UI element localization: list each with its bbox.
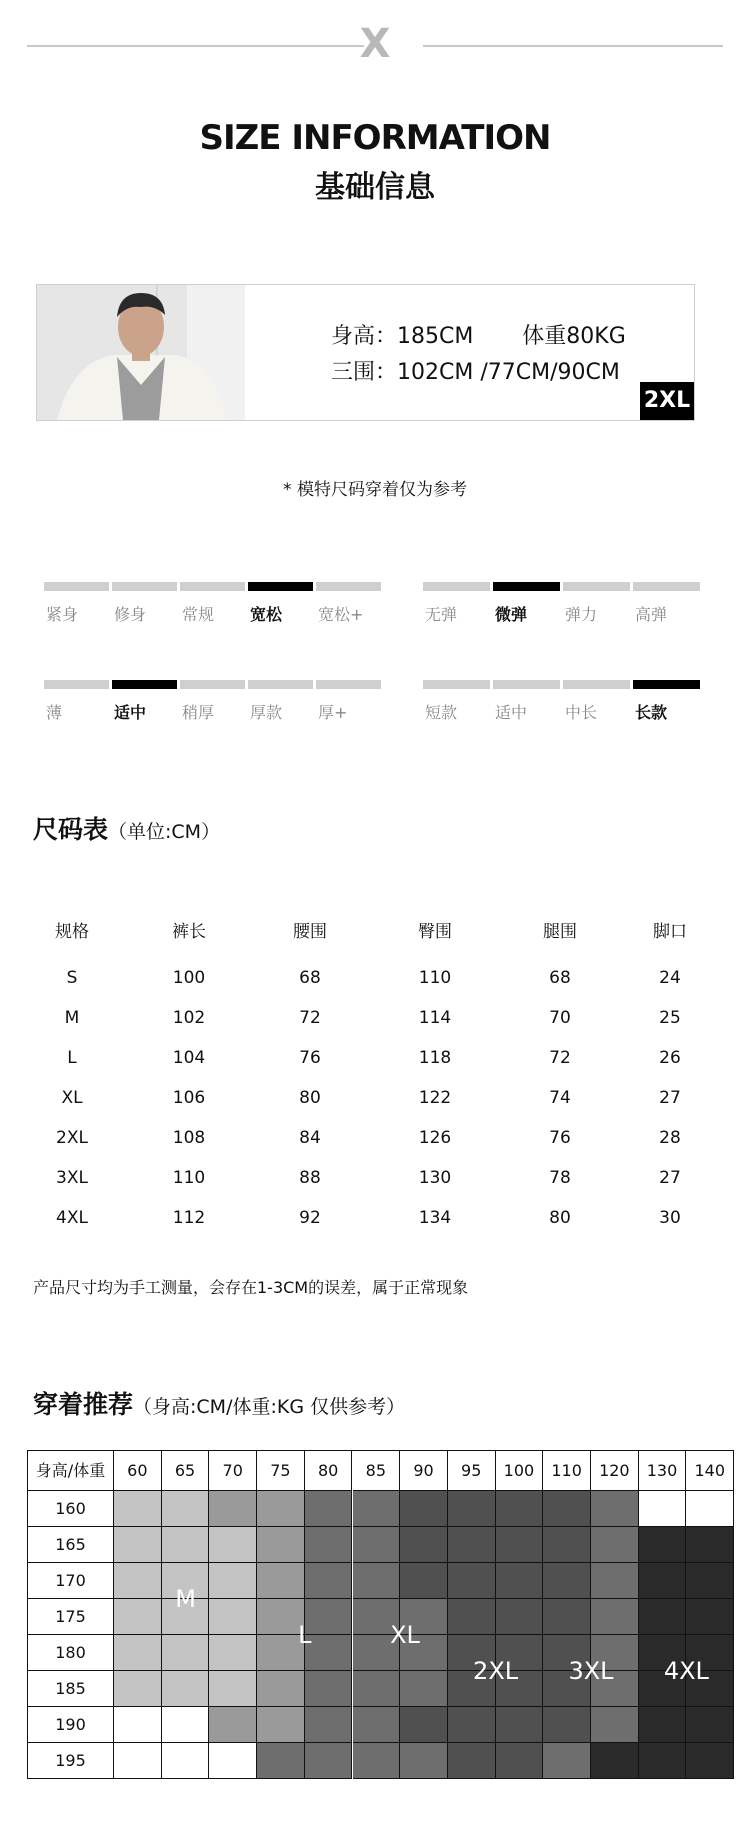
grid-size-cell	[114, 1707, 162, 1743]
grid-size-cell	[496, 1599, 544, 1635]
fit-scale-1-label-1: 微弹	[495, 605, 528, 624]
fit-scale-0-segment-2	[180, 582, 245, 591]
grid-size-cell	[305, 1491, 353, 1527]
fit-scale-2-label-1: 适中	[114, 703, 147, 722]
grid-size-cell	[400, 1491, 448, 1527]
size-table-header: 规格	[55, 922, 89, 942]
grid-weight-header: 60	[114, 1451, 162, 1491]
grid-size-cell	[448, 1491, 496, 1527]
header-divider-right	[423, 45, 723, 47]
model-measurements: 三围：102CM /77CM/90CM	[331, 360, 620, 385]
grid-size-cell	[257, 1671, 305, 1707]
size-table-cell: 110	[172, 1168, 206, 1188]
fit-scale-3-label-1: 适中	[495, 703, 528, 722]
size-table-header: 裤长	[172, 922, 206, 942]
grid-size-cell	[257, 1707, 305, 1743]
grid-size-cell	[209, 1671, 257, 1707]
recommend-grid	[27, 1450, 734, 1779]
grid-size-cell	[114, 1491, 162, 1527]
grid-size-cell	[496, 1707, 544, 1743]
grid-size-cell	[591, 1599, 639, 1635]
fit-scale-1-label-3: 高弹	[635, 605, 668, 624]
size-table-cell: 92	[299, 1208, 321, 1228]
grid-size-cell	[305, 1527, 353, 1563]
grid-size-cell	[257, 1743, 305, 1779]
grid-size-cell	[543, 1707, 591, 1743]
fit-scale-1-segment-1	[493, 582, 560, 591]
grid-size-cell	[305, 1707, 353, 1743]
grid-size-cell	[686, 1743, 734, 1779]
grid-height-header: 190	[28, 1707, 114, 1743]
grid-height-header: 195	[28, 1743, 114, 1779]
size-table-cell: 102	[172, 1008, 206, 1028]
fit-scale-1-segment-0	[423, 582, 490, 591]
grid-height-header: 175	[28, 1599, 114, 1635]
grid-weight-header: 65	[162, 1451, 210, 1491]
grid-size-cell	[209, 1527, 257, 1563]
grid-weight-header: 95	[448, 1451, 496, 1491]
grid-height-header: 185	[28, 1671, 114, 1707]
grid-size-cell	[209, 1707, 257, 1743]
size-table-cell: 80	[299, 1088, 321, 1108]
grid-size-cell	[353, 1491, 401, 1527]
fit-scale-0-segment-1	[112, 582, 177, 591]
grid-size-cell	[591, 1491, 639, 1527]
fit-scale-2-label-2: 稍厚	[182, 703, 215, 722]
grid-size-cell	[686, 1527, 734, 1563]
grid-zone-label: 4XL	[663, 1657, 709, 1685]
grid-size-cell	[400, 1563, 448, 1599]
size-table-cell: 27	[659, 1168, 681, 1188]
fit-scale-3-segment-1	[493, 680, 560, 689]
grid-size-cell	[162, 1671, 210, 1707]
size-table-cell: 108	[172, 1128, 206, 1148]
grid-size-cell	[639, 1563, 687, 1599]
fit-scale-2-segment-1	[112, 680, 177, 689]
fit-scale-0-label-0: 紧身	[46, 605, 79, 624]
grid-size-cell	[400, 1743, 448, 1779]
grid-weight-header: 90	[400, 1451, 448, 1491]
grid-size-cell	[543, 1527, 591, 1563]
grid-size-cell	[209, 1563, 257, 1599]
size-table-cell: 25	[659, 1008, 681, 1028]
grid-size-cell	[686, 1491, 734, 1527]
fit-scale-2-label-0: 薄	[46, 703, 63, 722]
fit-scale-2-label-4: 厚+	[318, 703, 348, 722]
grid-size-cell	[114, 1563, 162, 1599]
size-table-cell: 80	[549, 1208, 571, 1228]
size-table-cell: 114	[418, 1008, 452, 1028]
grid-size-cell	[353, 1707, 401, 1743]
grid-size-cell	[448, 1599, 496, 1635]
size-table-cell: 3XL	[56, 1168, 88, 1188]
size-table-header: 腰围	[293, 922, 327, 942]
grid-size-cell	[257, 1563, 305, 1599]
grid-size-cell	[114, 1635, 162, 1671]
grid-size-cell	[639, 1527, 687, 1563]
grid-size-cell	[209, 1743, 257, 1779]
grid-weight-header: 130	[639, 1451, 687, 1491]
grid-size-cell	[257, 1527, 305, 1563]
size-table-cell: 104	[172, 1048, 206, 1068]
size-table-cell: 24	[659, 968, 681, 988]
fit-scale-3-segment-3	[633, 680, 700, 689]
size-table-cell: 122	[418, 1088, 452, 1108]
fit-scale-2-segment-3	[248, 680, 313, 689]
grid-weight-header: 120	[591, 1451, 639, 1491]
grid-size-cell	[639, 1707, 687, 1743]
grid-size-cell	[448, 1563, 496, 1599]
fit-scale-3-label-2: 中长	[565, 703, 598, 722]
size-table-cell: 134	[418, 1208, 452, 1228]
grid-height-header: 165	[28, 1527, 114, 1563]
size-table-cell: 72	[549, 1048, 571, 1068]
model-photo	[37, 285, 245, 420]
fit-scale-2-label-3: 厚款	[250, 703, 283, 722]
grid-size-cell	[448, 1707, 496, 1743]
grid-weight-header: 140	[686, 1451, 734, 1491]
grid-size-cell	[114, 1599, 162, 1635]
size-disclaimer: 产品尺寸均为手工测量，会存在1-3CM的误差，属于正常现象	[33, 1278, 469, 1297]
grid-weight-header: 75	[257, 1451, 305, 1491]
grid-zone-label: 2XL	[473, 1657, 519, 1685]
size-table-cell: 30	[659, 1208, 681, 1228]
grid-size-cell	[305, 1743, 353, 1779]
size-table-header: 臀围	[418, 922, 452, 942]
grid-size-cell	[114, 1743, 162, 1779]
fit-scale-2-segment-4	[316, 680, 381, 689]
grid-size-cell	[400, 1527, 448, 1563]
model-size-tag: 2XL	[640, 382, 694, 420]
grid-size-cell	[353, 1743, 401, 1779]
size-table-cell: M	[64, 1008, 80, 1028]
size-table-cell: 76	[549, 1128, 571, 1148]
grid-height-header: 170	[28, 1563, 114, 1599]
grid-size-cell	[353, 1527, 401, 1563]
size-table-cell: 26	[659, 1048, 681, 1068]
fit-scale-2-segment-2	[180, 680, 245, 689]
size-table-cell: 110	[418, 968, 452, 988]
grid-size-cell	[162, 1743, 210, 1779]
page-title-en: SIZE INFORMATION	[199, 118, 551, 158]
brand-logo-icon: X	[359, 21, 391, 67]
grid-size-cell	[496, 1743, 544, 1779]
size-table-cell: 130	[418, 1168, 452, 1188]
size-table-cell: XL	[61, 1088, 83, 1108]
size-table-title: 尺码表（单位:CM）	[33, 815, 221, 844]
size-table-cell: 100	[172, 968, 206, 988]
grid-size-cell	[400, 1671, 448, 1707]
grid-size-cell	[209, 1491, 257, 1527]
header-divider-left	[27, 45, 364, 47]
size-table-cell: 126	[418, 1128, 452, 1148]
size-table-cell: 68	[299, 968, 321, 988]
fit-scale-3-segment-0	[423, 680, 490, 689]
size-table-cell: 84	[299, 1128, 321, 1148]
fit-scale-0-label-2: 常规	[182, 605, 215, 624]
grid-weight-header: 100	[496, 1451, 544, 1491]
fit-scale-1-segment-3	[633, 582, 700, 591]
grid-weight-header: 85	[353, 1451, 401, 1491]
grid-size-cell	[496, 1527, 544, 1563]
size-table-cell: 106	[172, 1088, 206, 1108]
grid-weight-header: 110	[543, 1451, 591, 1491]
size-table-header: 腿围	[543, 922, 577, 942]
grid-size-cell	[162, 1707, 210, 1743]
fit-scale-2-segment-0	[44, 680, 109, 689]
grid-size-cell	[257, 1491, 305, 1527]
model-height-weight: 身高：185CM 体重80KG	[331, 324, 626, 349]
grid-size-cell	[209, 1635, 257, 1671]
grid-size-cell	[162, 1635, 210, 1671]
grid-zone-label: 3XL	[568, 1657, 614, 1685]
grid-size-cell	[686, 1563, 734, 1599]
size-table-cell: 112	[172, 1208, 206, 1228]
grid-size-cell	[448, 1527, 496, 1563]
size-table-cell: 88	[299, 1168, 321, 1188]
model-info-card	[36, 284, 695, 421]
fit-scale-0-segment-0	[44, 582, 109, 591]
grid-size-cell	[400, 1707, 448, 1743]
grid-size-cell	[353, 1671, 401, 1707]
fit-scale-3-label-0: 短款	[425, 703, 458, 722]
fit-scale-1-label-2: 弹力	[565, 605, 598, 624]
grid-height-header: 180	[28, 1635, 114, 1671]
size-table-cell: 28	[659, 1128, 681, 1148]
size-table-cell: 2XL	[56, 1128, 88, 1148]
grid-size-cell	[496, 1491, 544, 1527]
fit-scale-3-label-3: 长款	[635, 703, 668, 722]
recommend-title: 穿着推荐（身高:CM/体重:KG 仅供参考）	[33, 1390, 406, 1419]
grid-size-cell	[114, 1671, 162, 1707]
grid-size-cell	[543, 1599, 591, 1635]
size-table-cell: 27	[659, 1088, 681, 1108]
grid-size-cell	[305, 1563, 353, 1599]
size-table-cell: L	[67, 1048, 77, 1068]
size-table-header: 脚口	[653, 922, 687, 942]
grid-size-cell	[543, 1743, 591, 1779]
grid-weight-header: 80	[305, 1451, 353, 1491]
grid-size-cell	[162, 1527, 210, 1563]
grid-height-header: 160	[28, 1491, 114, 1527]
fit-scale-0-label-4: 宽松+	[318, 605, 364, 624]
fit-scale-0-label-1: 修身	[114, 605, 147, 624]
grid-size-cell	[639, 1599, 687, 1635]
size-table-cell: 78	[549, 1168, 571, 1188]
fit-scale-1-label-0: 无弹	[425, 605, 458, 624]
grid-size-cell	[543, 1563, 591, 1599]
grid-weight-header: 70	[209, 1451, 257, 1491]
grid-size-cell	[686, 1599, 734, 1635]
size-table-cell: 70	[549, 1008, 571, 1028]
grid-zone-label: M	[175, 1585, 196, 1613]
size-table-cell: 74	[549, 1088, 571, 1108]
size-table-cell: 76	[299, 1048, 321, 1068]
fit-scale-0-segment-4	[316, 582, 381, 591]
grid-size-cell	[305, 1635, 353, 1671]
size-table-cell: 4XL	[56, 1208, 88, 1228]
grid-size-cell	[591, 1527, 639, 1563]
grid-size-cell	[448, 1743, 496, 1779]
grid-size-cell	[305, 1671, 353, 1707]
grid-size-cell	[686, 1707, 734, 1743]
grid-size-cell	[353, 1563, 401, 1599]
grid-size-cell	[543, 1491, 591, 1527]
grid-size-cell	[639, 1491, 687, 1527]
model-reference-note: * 模特尺码穿着仅为参考	[283, 480, 467, 500]
size-table-cell: S	[66, 968, 78, 988]
grid-size-cell	[496, 1563, 544, 1599]
grid-size-cell	[162, 1491, 210, 1527]
grid-size-cell	[114, 1527, 162, 1563]
fit-scale-0-segment-3	[248, 582, 313, 591]
size-table-cell: 68	[549, 968, 571, 988]
grid-size-cell	[305, 1599, 353, 1635]
grid-size-cell	[591, 1563, 639, 1599]
grid-size-cell	[591, 1707, 639, 1743]
grid-zone-label: XL	[390, 1621, 420, 1649]
page-title-cn: 基础信息	[315, 170, 435, 205]
grid-size-cell	[209, 1599, 257, 1635]
grid-corner-header: 身高/体重	[28, 1451, 114, 1491]
grid-size-cell	[639, 1743, 687, 1779]
size-table-cell: 72	[299, 1008, 321, 1028]
grid-zone-label: L	[298, 1621, 312, 1649]
fit-scale-0-label-3: 宽松	[250, 605, 283, 624]
fit-scale-1-segment-2	[563, 582, 630, 591]
grid-size-cell	[591, 1743, 639, 1779]
fit-scale-3-segment-2	[563, 680, 630, 689]
size-table-cell: 118	[418, 1048, 452, 1068]
